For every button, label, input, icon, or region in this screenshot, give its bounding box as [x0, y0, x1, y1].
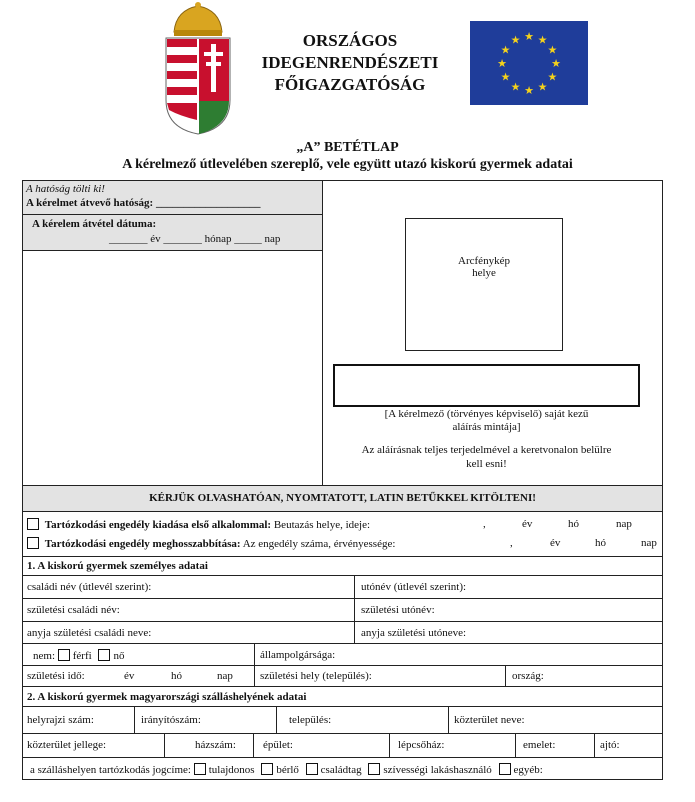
eu-star-icon: ★ — [510, 34, 521, 47]
instruction-banner-text: KÉRJÜK OLVASHATÓAN, NYOMTATOTT, LATIN BETŰKKEL KITÖLTENI! — [149, 492, 536, 504]
extension-label: Tartózkodási engedély meghosszabbítása: — [44, 538, 241, 550]
eu-star-icon: ★ — [551, 58, 561, 70]
section1-title: 1. A kiskorú gyermek személyes adatai — [27, 560, 208, 572]
sex-citizenship-row — [22, 644, 663, 666]
first-issue-checkbox[interactable] — [27, 518, 39, 530]
eu-star-icon: ★ — [524, 85, 534, 97]
signature-caption-line1: [A kérelmező (törvényes képviselő) saját kezű — [384, 408, 589, 420]
building-field[interactable]: épület: — [263, 739, 293, 751]
option-first-issue[interactable] — [27, 518, 370, 531]
sex-label: nem: — [33, 650, 55, 662]
receipt-date-label: A kérelem átvétel dátuma: — [32, 218, 157, 230]
instruction-banner — [22, 486, 663, 512]
first-issue-month-label: hó — [568, 518, 579, 530]
signature-caption-line2: aláírás mintája] — [452, 421, 521, 433]
tenure-field — [30, 763, 543, 776]
eu-star-icon: ★ — [524, 31, 534, 43]
address-row1 — [22, 707, 663, 734]
birth-given-name-field[interactable]: születési utónév: — [361, 604, 435, 616]
tenure-tenant-label: bérlő — [276, 764, 299, 776]
address-row2 — [22, 734, 663, 758]
birth-place-field[interactable]: születési hely (település): — [260, 670, 372, 682]
tenure-label: a szálláshelyen tartózkodás jogcíme: — [30, 764, 191, 776]
lot-number-field[interactable]: helyrajzi szám: — [27, 714, 94, 726]
male-checkbox[interactable] — [58, 649, 70, 661]
birth-name-row — [22, 599, 663, 622]
top-block — [22, 180, 663, 486]
extension-month-label: hó — [595, 537, 606, 549]
authority-box — [23, 181, 323, 215]
signature-note-line2: kell esni! — [466, 458, 507, 470]
eu-flag-logo — [470, 21, 588, 105]
eu-star-icon: ★ — [500, 71, 511, 84]
authority-blank-area — [23, 251, 323, 485]
extension-day-label: nap — [641, 537, 657, 549]
mother-given-name-field[interactable]: anyja születési utóneve: — [361, 627, 467, 639]
eu-star-icon: ★ — [547, 71, 558, 84]
receipt-date-box — [23, 215, 323, 251]
birth-family-name-field[interactable]: születési családi név: — [27, 604, 120, 616]
male-label: férfi — [72, 650, 92, 662]
zip-field[interactable]: irányítószám: — [141, 714, 201, 726]
first-issue-day-label: nap — [616, 518, 632, 530]
eu-star-icon: ★ — [537, 81, 548, 94]
tenure-family-checkbox[interactable] — [306, 763, 318, 775]
citizenship-field[interactable]: állampolgársága: — [260, 649, 336, 661]
birth-day-label: nap — [217, 670, 233, 682]
female-label: nő — [113, 650, 125, 662]
birth-country-field[interactable]: ország: — [512, 670, 544, 682]
birth-data-row — [22, 666, 663, 687]
extension-year-label: év — [550, 537, 561, 549]
tenure-row — [22, 758, 663, 780]
street-type-field[interactable]: közterület jellege: — [27, 739, 107, 751]
form-title: „A” BETÉTLAP — [296, 140, 399, 155]
authority-note: A hatóság tölti ki! — [26, 183, 105, 195]
tenure-tenant-checkbox[interactable] — [261, 763, 273, 775]
first-issue-comma: , — [483, 518, 486, 530]
mother-name-row — [22, 622, 663, 644]
street-name-field[interactable]: közterület neve: — [454, 714, 525, 726]
tenure-family-label: családtag — [320, 764, 362, 776]
given-name-field[interactable]: utónév (útlevél szerint): — [361, 581, 467, 593]
org-name-line1: ORSZÁGOS — [302, 31, 398, 50]
tenure-other-checkbox[interactable] — [499, 763, 511, 775]
signature-box[interactable] — [333, 364, 640, 407]
eu-star-icon: ★ — [547, 44, 558, 57]
tenure-courtesy-checkbox[interactable] — [368, 763, 380, 775]
coat-of-arms-logo — [160, 0, 236, 136]
birth-date-label: születési idő: — [27, 670, 85, 682]
sex-field — [33, 649, 124, 662]
eu-star-icon: ★ — [500, 44, 511, 57]
eu-star-icon: ★ — [510, 81, 521, 94]
female-checkbox[interactable] — [98, 649, 110, 661]
first-issue-year-label: év — [522, 518, 533, 530]
door-field[interactable]: ajtó: — [600, 739, 620, 751]
eu-star-icon: ★ — [497, 58, 507, 70]
first-issue-entry-label: Beutazás helye, ideje: — [273, 519, 371, 531]
received-by-field[interactable]: A kérelmet átvevő hatóság: ___________________ — [26, 197, 261, 209]
birth-month-label: hó — [171, 670, 182, 682]
floor-field[interactable]: emelet: — [523, 739, 556, 751]
section2-header — [22, 687, 663, 707]
signature-note-line1: Az aláírásnak teljes terjedelmével a keretvonalon belülre — [361, 444, 612, 456]
extension-checkbox[interactable] — [27, 537, 39, 549]
photo-placeholder — [405, 218, 563, 351]
form-subtitle: A kérelmező útlevelében szereplő, vele együtt utazó kiskorú gyermek adatai — [122, 157, 573, 172]
option-extension[interactable] — [27, 537, 395, 550]
photo-label-line1: Arcfénykép — [458, 255, 510, 267]
extension-permit-label: Az engedély száma, érvényessége: — [242, 538, 396, 550]
tenure-other-label: egyéb: — [513, 764, 543, 776]
tenure-owner-label: tulajdonos — [208, 764, 255, 776]
tenure-owner-checkbox[interactable] — [194, 763, 206, 775]
tenure-courtesy-label: szívességi lakáshasználó — [383, 764, 492, 776]
eu-star-icon: ★ — [537, 34, 548, 47]
mother-family-name-field[interactable]: anyja születési családi neve: — [27, 627, 152, 639]
section1-header — [22, 557, 663, 576]
receipt-date-field[interactable]: _______ év _______ hónap _____ nap — [109, 233, 281, 245]
section2-title: 2. A kiskorú gyermek magyarországi szálláshelyének adatai — [27, 691, 307, 703]
extension-comma: , — [510, 537, 513, 549]
first-issue-label: Tartózkodási engedély kiadása első alkalommal: — [44, 519, 272, 531]
photo-label-line2: helye — [472, 267, 496, 279]
org-name-line3: FŐIGAZGATÓSÁG — [274, 75, 426, 94]
family-name-field[interactable]: családi név (útlevél szerint): — [27, 581, 152, 593]
org-name-line2: IDEGENRENDÉSZETI — [261, 53, 439, 72]
birth-year-label: év — [124, 670, 135, 682]
house-number-field[interactable]: házszám: — [195, 739, 236, 751]
family-name-row — [22, 576, 663, 599]
staircase-field[interactable]: lépcsőház: — [398, 739, 445, 751]
city-field[interactable]: település: — [289, 714, 332, 726]
options-block — [22, 512, 663, 557]
